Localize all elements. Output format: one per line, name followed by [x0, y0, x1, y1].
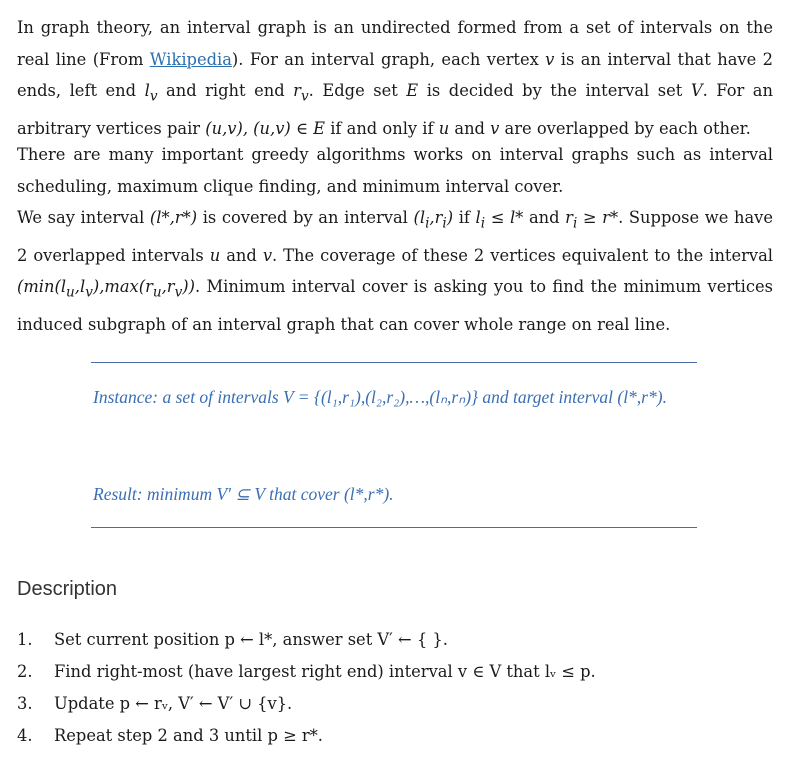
box-bottom-rule: [91, 527, 697, 528]
wikipedia-link[interactable]: Wikipedia: [149, 49, 232, 69]
math-V: V: [690, 81, 703, 100]
math-u: u: [209, 245, 221, 265]
math-ri-cond: $r_i \ge r*$: [565, 208, 619, 232]
coverage-text: if: [453, 208, 476, 227]
intro-text: . Edge set: [308, 81, 407, 100]
math-rv: $r_v$: [293, 81, 309, 105]
step-text: Set current position p ← l*, answer set V′ ← { }.: [54, 630, 448, 649]
coverage-text: We say interval: [17, 208, 150, 227]
math-v: v: [545, 49, 555, 69]
coverage-text: and: [523, 208, 566, 227]
intro-text: . For an arbitrary vertices pair: [17, 81, 773, 138]
math-li-cond: $l_i \le l*$: [475, 208, 524, 232]
coverage-text: . The coverage of these 2 vertices equivalent to the interval: [272, 245, 774, 265]
step-text: Find right-most (have largest right end) interval v ∈ V that lᵥ ≤ p.: [54, 662, 596, 681]
math-v: v: [490, 118, 500, 138]
math-interval-i: $(l_i,r_i)$: [413, 208, 454, 232]
intro-text: is an interval that have 2 ends,: [17, 49, 773, 100]
math-pair: (u,v), (u,v) ∈ E: [205, 118, 326, 138]
step-number: 4.: [17, 726, 33, 745]
math-minmax: $(\min(l_u,l_v),\max(r_u,r_v))$: [17, 277, 195, 301]
intro-paragraph: [17, 12, 773, 144]
box-top-rule: [91, 362, 697, 363]
coverage-text: . Suppose we have 2 overlapped intervals: [17, 208, 773, 265]
step-number: 3.: [17, 694, 33, 713]
greedy-paragraph: There are many important greedy algorithms works on interval graphs such as interval scheduling, maximum clique finding, and minimum interval cover.: [17, 145, 773, 196]
step-number: 2.: [17, 662, 33, 681]
step-text: Update p ← rᵥ, V′ ← V′ ∪ {v}.: [54, 694, 293, 713]
intro-text: left end: [61, 81, 145, 100]
step-text: Repeat step 2 and 3 until p ≥ r*.: [54, 726, 323, 745]
intro-text: are overlapped by each other.: [499, 118, 751, 138]
coverage-paragraph: [17, 202, 773, 341]
coverage-text: and: [220, 245, 263, 265]
intro-text: is decided by the interval set: [418, 81, 691, 100]
coverage-text: . Minimum interval cover is asking you to find the minimum vertices induced subgraph of an interval graph that can cover whole range on real line.: [17, 277, 773, 334]
step-number: 1.: [17, 630, 33, 649]
coverage-text: is covered by an interval: [197, 208, 414, 227]
description-heading: Description: [17, 578, 118, 600]
math-v: v: [262, 245, 273, 265]
intro-text: and: [449, 118, 491, 138]
math-target: (l*,r*): [149, 208, 198, 227]
intro-text: and right end: [157, 81, 294, 100]
instance-text: Instance: a set of intervals V = {(l₁,r₁),(l₂,r₂),…,(lₙ,rₙ)} and target interval (l*,r*).: [93, 387, 667, 407]
math-E: E: [406, 81, 419, 100]
math-u: u: [438, 118, 450, 138]
math-lv: $l_v$: [144, 81, 158, 105]
result-text: Result: minimum V′ ⊆ V that cover (l*,r*).: [93, 484, 394, 504]
intro-text: In graph theory, an interval graph is an undirected formed from a set of intervals on the real: [17, 18, 773, 69]
intro-text: if and only if: [325, 118, 439, 138]
intro-text: ). For an interval graph, each vertex: [231, 49, 546, 69]
intro-text: line (From: [55, 49, 150, 69]
